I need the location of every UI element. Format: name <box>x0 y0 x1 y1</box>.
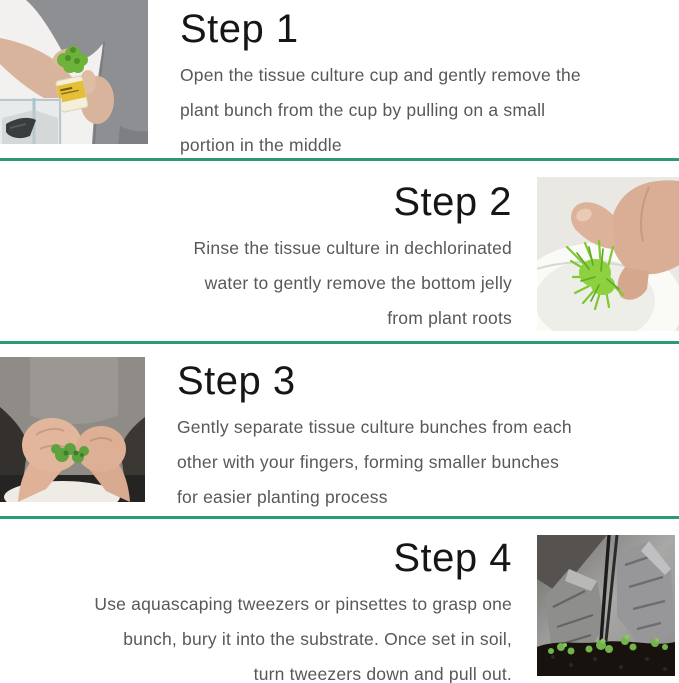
step-2-description <box>20 231 512 336</box>
step-1-photo <box>0 0 148 144</box>
step-4-section <box>0 519 679 683</box>
step-description-line: for easier planting process <box>177 487 388 507</box>
planting-with-tweezers-illustration <box>537 535 675 676</box>
step-description-line: portion in the middle <box>180 135 342 155</box>
step-description-line: other with your fingers, forming smaller bunches <box>177 452 560 472</box>
step-description-line: Open the tissue culture cup and gently remove the <box>180 65 581 85</box>
step-3-description <box>177 410 659 515</box>
step-1-section <box>0 0 679 158</box>
step-2-section <box>0 161 679 341</box>
step-description-line: Gently separate tissue culture bunches from each <box>177 417 572 437</box>
rinsing-plant-illustration <box>537 177 679 331</box>
step-description-line: Rinse the tissue culture in dechlorinated <box>193 238 512 258</box>
step-description-line: from plant roots <box>387 308 512 328</box>
step-4-title: Step 4 <box>393 536 512 580</box>
step-description-line: plant bunch from the cup by pulling on a small <box>180 100 546 120</box>
step-2-title: Step 2 <box>393 180 512 224</box>
opening-cup-illustration <box>0 0 148 144</box>
step-1-title: Step 1 <box>180 7 299 51</box>
step-1-content <box>148 0 679 158</box>
step-3-content <box>145 344 679 516</box>
step-4-description <box>20 587 512 683</box>
step-3-title: Step 3 <box>177 359 296 403</box>
step-3-photo <box>0 357 145 502</box>
step-1-description <box>180 58 659 158</box>
step-description-line: Use aquascaping tweezers or pinsettes to grasp one <box>94 594 512 614</box>
step-2-photo <box>537 177 679 331</box>
step-3-section <box>0 344 679 516</box>
step-4-content <box>0 519 537 683</box>
step-description-line: water to gently remove the bottom jelly <box>204 273 512 293</box>
step-description-line: turn tweezers down and pull out. <box>253 664 512 683</box>
step-4-photo <box>537 535 675 676</box>
step-description-line: bunch, bury it into the substrate. Once set in soil, <box>123 629 512 649</box>
separating-bunches-illustration <box>0 357 145 502</box>
step-2-content <box>0 161 537 341</box>
